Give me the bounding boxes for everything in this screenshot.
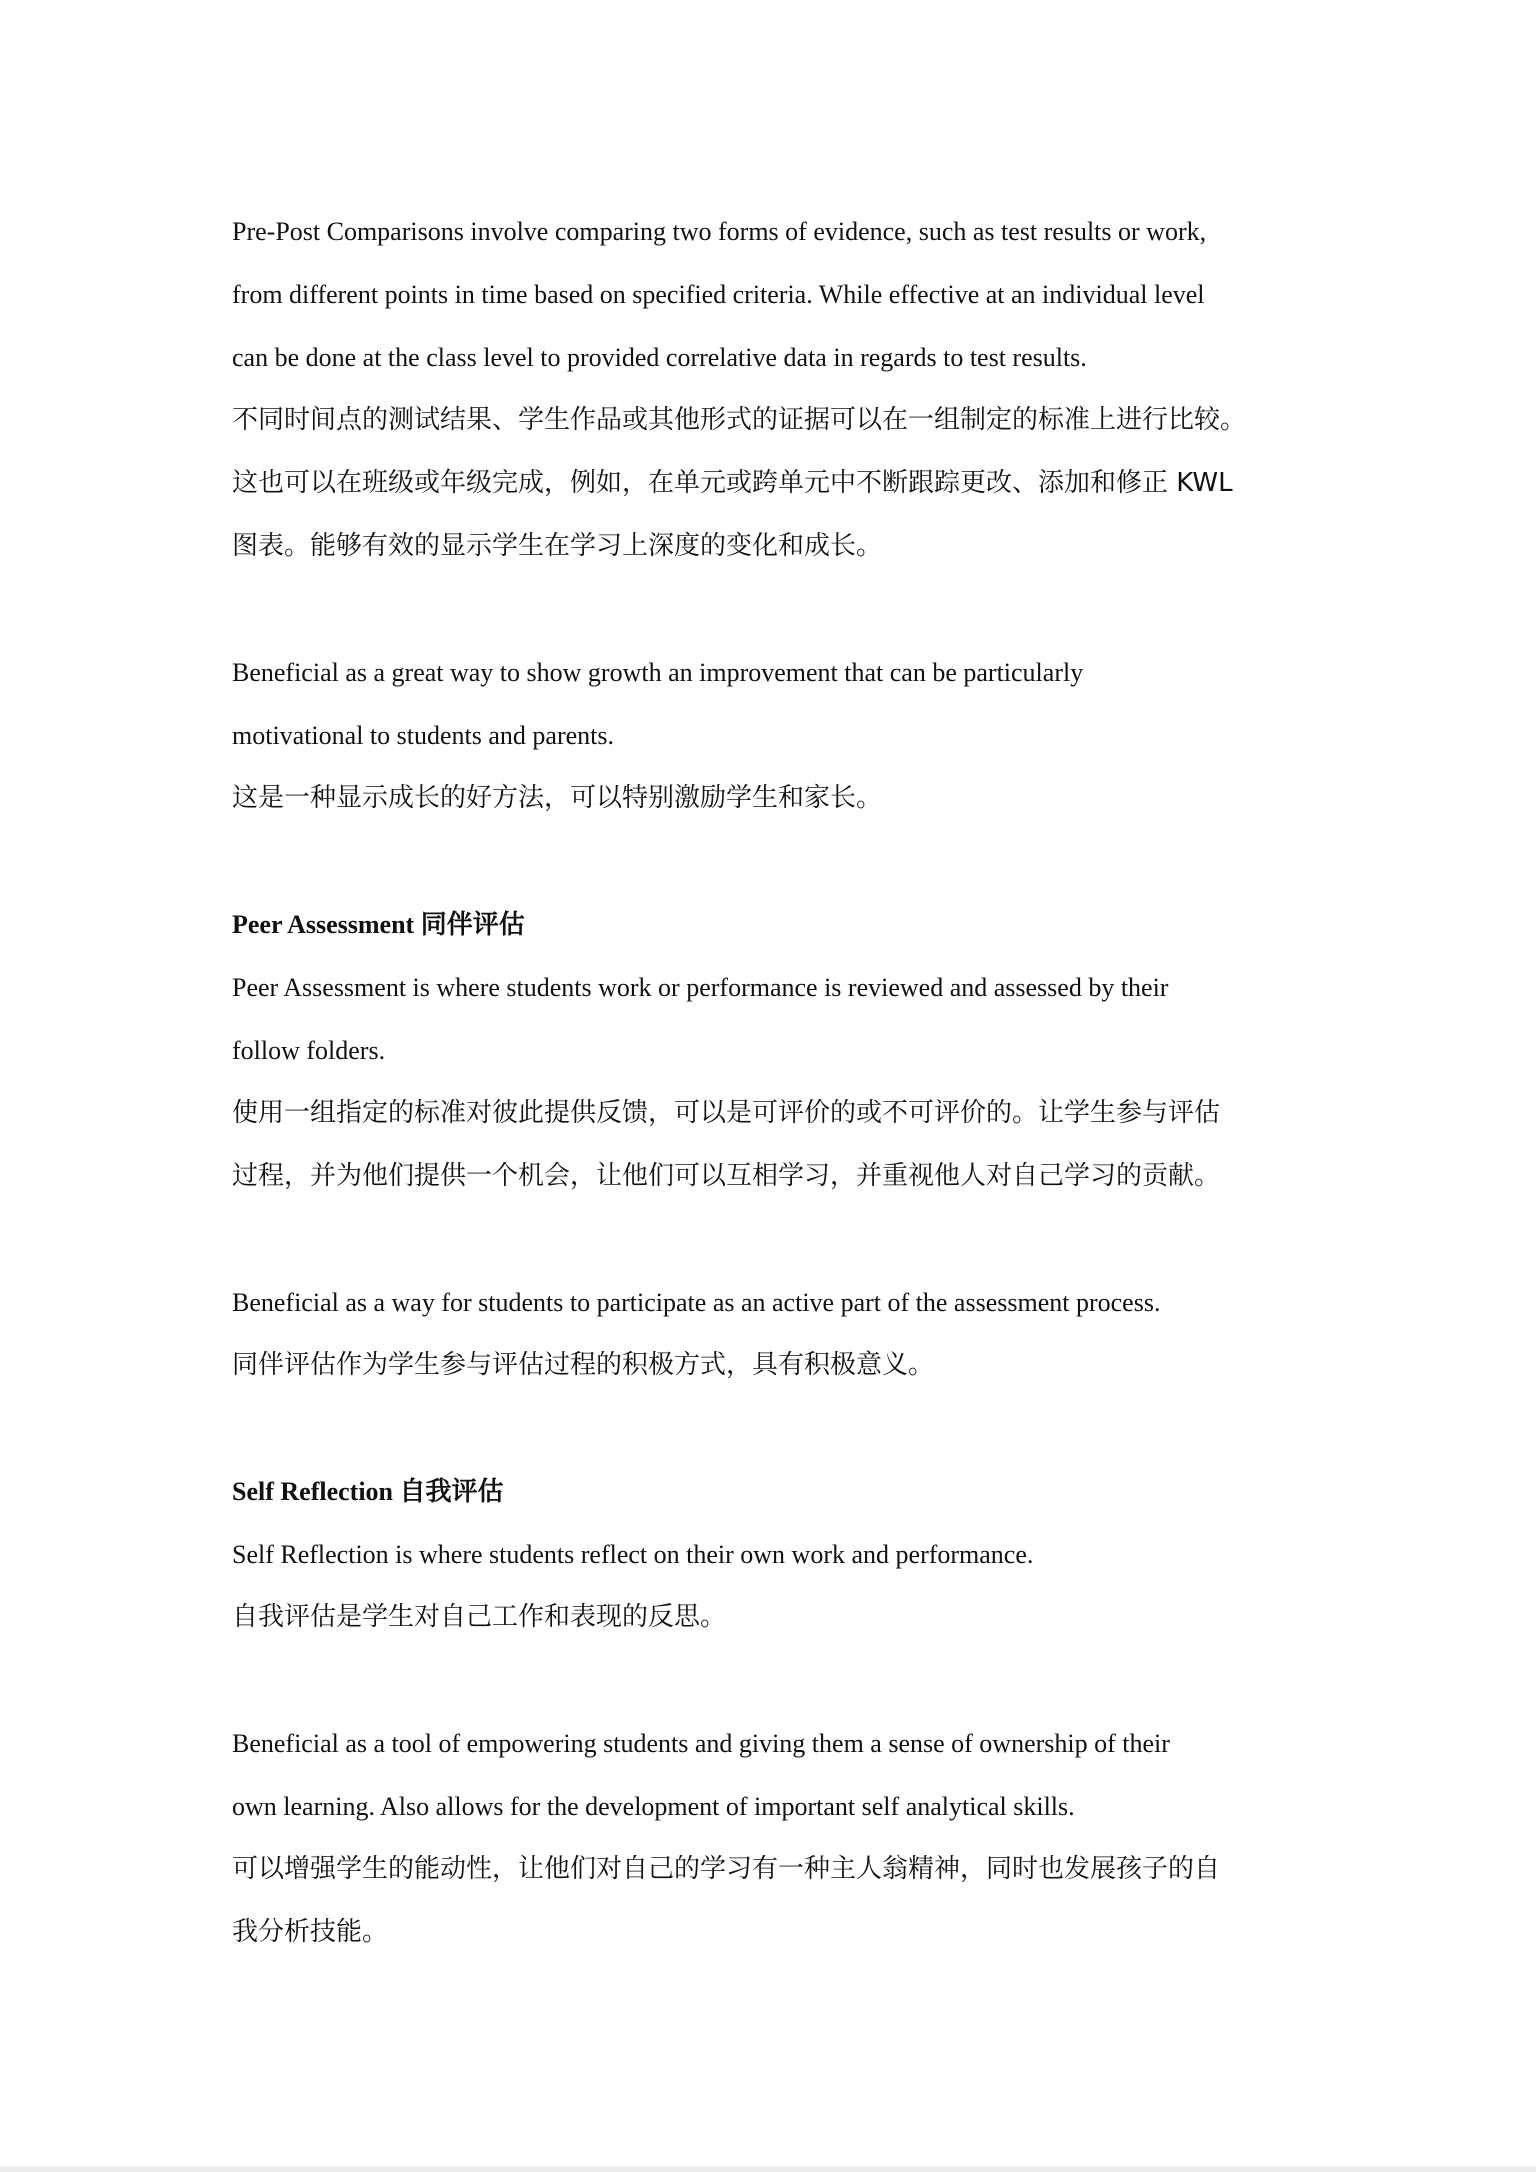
pre-post-en-line-2: from different points in time based on specified criteria. While effective at an individual level bbox=[232, 280, 1205, 309]
pre-post-zh-line-2: 这也可以在班级或年级完成，例如，在单元或跨单元中不断跟踪更改、添加和修正 KWL bbox=[232, 468, 1233, 498]
self-reflection-section bbox=[232, 1460, 1352, 1964]
pre-post-en-line-1: Pre-Post Comparisons involve comparing two forms of evidence, such as test results or work, bbox=[232, 217, 1207, 246]
peer-benefit-zh-line-1: 同伴评估作为学生参与评估过程的积极方式，具有积极意义。 bbox=[232, 1350, 935, 1380]
page-bottom-edge bbox=[0, 2166, 1536, 2172]
peer-en-line-1: Peer Assessment is where students work or performance is reviewed and assessed by their bbox=[232, 973, 1169, 1002]
self-benefit-en-line-2: own learning. Also allows for the development of important self analytical skills. bbox=[232, 1792, 1075, 1821]
document-body bbox=[232, 200, 1352, 1964]
self-en-line-1: Self Reflection is where students reflect on their own work and performance. bbox=[232, 1540, 1034, 1569]
self-reflection-heading-en: Self Reflection bbox=[232, 1477, 394, 1506]
self-benefit-zh-line-2: 我分析技能。 bbox=[232, 1917, 389, 1947]
peer-assessment-section bbox=[232, 893, 1352, 1397]
self-benefit-en-line-1: Beneficial as a tool of empowering students and giving them a sense of ownership of their bbox=[232, 1729, 1170, 1758]
pre-post-benefit-zh-line-1: 这是一种显示成长的好方法，可以特别激励学生和家长。 bbox=[232, 783, 883, 813]
pre-post-zh-line-3: 图表。能够有效的显示学生在学习上深度的变化和成长。 bbox=[232, 531, 883, 561]
pre-post-benefit-en-line-2: motivational to students and parents. bbox=[232, 721, 614, 750]
pre-post-section bbox=[232, 200, 1352, 830]
pre-post-benefit-en-line-1: Beneficial as a great way to show growth an improvement that can be particularly bbox=[232, 658, 1084, 687]
peer-zh-line-2: 过程，并为他们提供一个机会，让他们可以互相学习，并重视他人对自己学习的贡献。 bbox=[232, 1161, 1221, 1191]
spacer bbox=[232, 1649, 1352, 1712]
spacer bbox=[232, 578, 1352, 641]
spacer bbox=[232, 830, 1352, 893]
pre-post-zh-line-1: 不同时间点的测试结果、学生作品或其他形式的证据可以在一组制定的标准上进行比较。 bbox=[232, 405, 1247, 435]
spacer bbox=[232, 1397, 1352, 1460]
self-benefit-zh-line-1: 可以增强学生的能动性，让他们对自己的学习有一种主人翁精神，同时也发展孩子的自 bbox=[232, 1854, 1221, 1884]
peer-assessment-heading-en: Peer Assessment bbox=[232, 910, 415, 939]
self-zh-line-1: 自我评估是学生对自己工作和表现的反思。 bbox=[232, 1602, 727, 1632]
spacer bbox=[232, 1208, 1352, 1271]
peer-benefit-en-line-1: Beneficial as a way for students to participate as an active part of the assessment process. bbox=[232, 1288, 1161, 1317]
self-reflection-heading-zh: 自我评估 bbox=[399, 1477, 504, 1507]
peer-assessment-heading-zh: 同伴评估 bbox=[420, 910, 525, 940]
peer-assessment-heading bbox=[232, 893, 1352, 956]
pre-post-en-line-3: can be done at the class level to provided correlative data in regards to test results. bbox=[232, 343, 1087, 372]
peer-en-line-2: follow folders. bbox=[232, 1036, 386, 1065]
peer-zh-line-1: 使用一组指定的标准对彼此提供反馈，可以是可评价的或不可评价的。让学生参与评估 bbox=[232, 1098, 1221, 1128]
self-reflection-heading bbox=[232, 1460, 1352, 1523]
